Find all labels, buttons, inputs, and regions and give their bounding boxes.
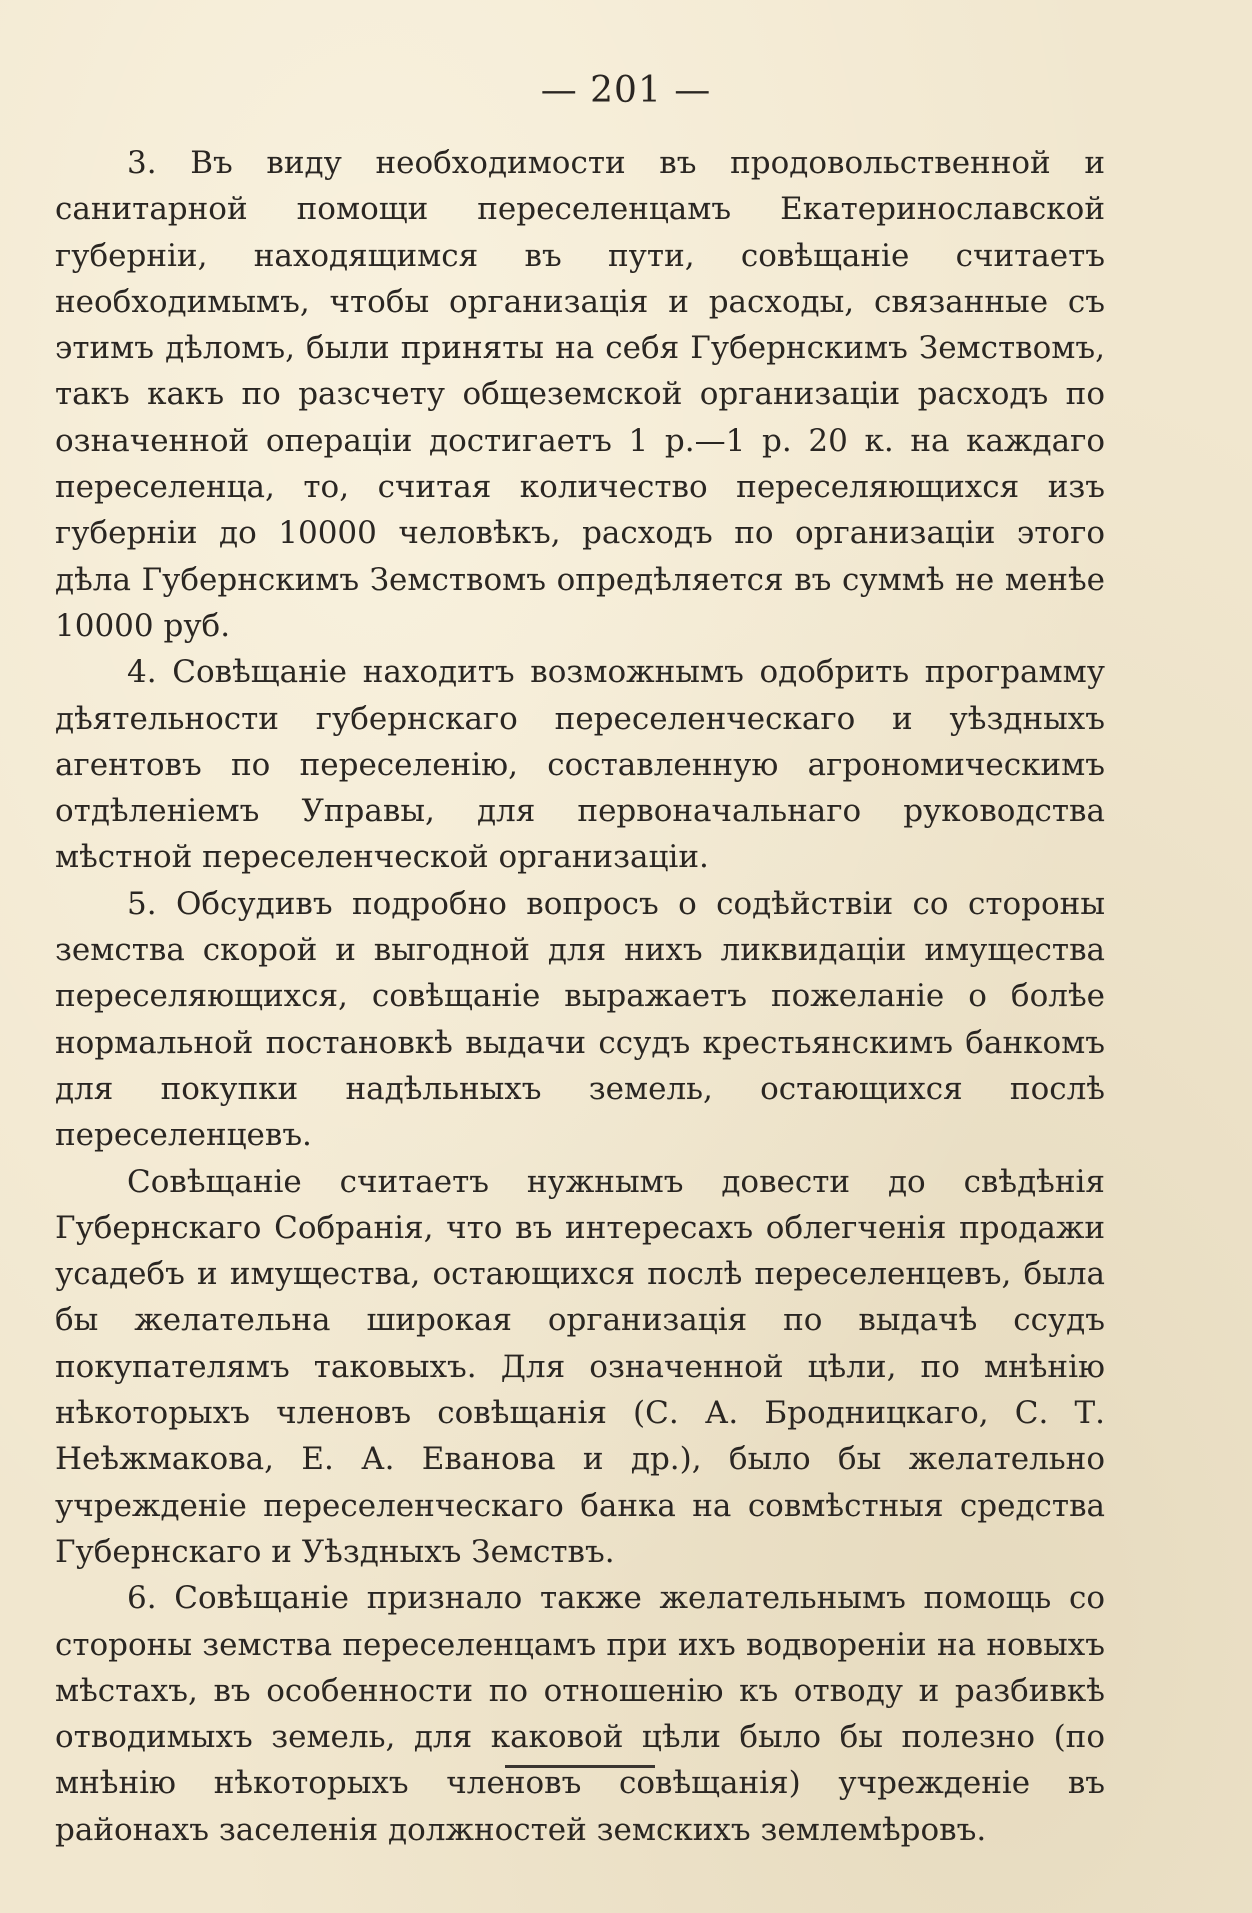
paragraph-5-continued: Совѣщаніе считаетъ нужнымъ довести до свѣдѣнія Губернскаго Собранія, что въ интересахъ облегченія продажи усадебъ и имущества, остающихся послѣ переселенцевъ, была бы желательна широкая организація по выдачѣ ссудъ покупателямъ таковыхъ. Для означенной цѣли, по мнѣнію нѣкоторыхъ членовъ совѣщанія (С. А. Бродницкаго, С. Т. Неѣжмакова, Е. А. Еванова и др.), было бы желательно учрежденіе переселенческаго банка на совмѣстныя средства Губернскаго и Уѣздныхъ Земствъ. — [55, 1163, 1105, 1570]
page-number: — 201 — — [540, 70, 712, 111]
paragraph-5: 5. Обсудивъ подробно вопросъ о содѣйствіи со стороны земства скорой и выгодной для нихъ ликвидаціи имущества переселяющихся, совѣщаніе выражаетъ пожеланіе о болѣе нормальной постановкѣ выдачи ссудъ крестьянскимъ банкомъ для покупки надѣльныхъ земель, остающихся послѣ переселенцевъ. — [55, 885, 1105, 1154]
closing-rule — [505, 1765, 655, 1768]
paragraph-6: 6. Совѣщаніе признало также желательнымъ помощь со стороны земства переселенцамъ при ихъ водвореніи на новыхъ мѣстахъ, въ особенности по отношенію къ отводу и разбивкѣ отводимыхъ земель, для каковой цѣли было бы полезно (по мнѣнію нѣкоторыхъ членовъ совѣщанія) учрежденіе въ районахъ заселенія должностей земскихъ землемѣровъ. — [55, 1580, 1105, 1848]
paragraph-4: 4. Совѣщаніе находитъ возможнымъ одобрить программу дѣятельности губернскаго переселенческаго и уѣздныхъ агентовъ по переселенію, составленную агрономическимъ отдѣленіемъ Управы, для первоначальнаго руководства мѣстной переселенческой организаціи. — [55, 654, 1105, 876]
paragraph-3: 3. Въ виду необходимости въ продовольственной и санитарной помощи переселенцамъ Екатеринославской губерніи, находящимся въ пути, совѣщаніе считаетъ необходимымъ, чтобы организація и расходы, связанные съ этимъ дѣломъ, были приняты на себя Губернскимъ Земствомъ, такъ какъ по разсчету общеземской организаціи расходъ по означенной операціи достигаетъ 1 р.—1 р. 20 к. на каждаго переселенца, то, считая количество переселяющихся изъ губерніи до 10000 человѣкъ, расходъ по организаціи этого дѣла Губернскимъ Земствомъ опредѣляется въ суммѣ не менѣе 10000 руб. — [55, 145, 1105, 644]
page-body — [55, 140, 1105, 1853]
